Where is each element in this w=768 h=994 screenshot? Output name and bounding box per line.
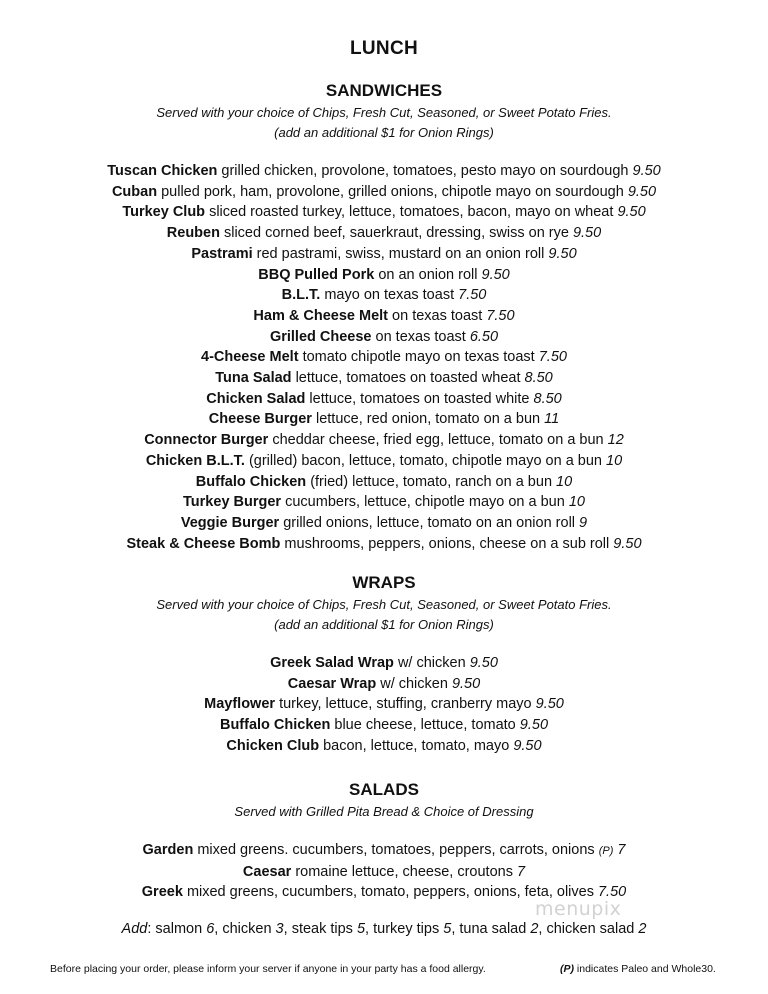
menu-item xyxy=(0,202,768,223)
item-name: Cheese Burger xyxy=(208,411,312,428)
item-description: cucumbers, lettuce, chipotle mayo on a bun xyxy=(285,494,565,511)
item-price: 9.50 xyxy=(535,696,564,713)
item-name: B.L.T. xyxy=(281,287,321,304)
paleo-tag: (P) xyxy=(560,963,574,975)
menu-item xyxy=(0,368,768,389)
menu-item xyxy=(0,694,768,715)
item-name: Caesar Wrap xyxy=(287,675,377,692)
sandwiches-heading: SANDWICHES xyxy=(325,81,443,100)
item-name: Greek Salad Wrap xyxy=(270,655,394,671)
add-on-price: 5 xyxy=(356,921,366,938)
item-description: w/ chicken xyxy=(397,655,466,671)
salads-section xyxy=(0,778,768,939)
item-description: on an onion roll xyxy=(378,266,478,283)
item-name: Chicken Club xyxy=(226,737,320,754)
item-description: (grilled) bacon, lettuce, tomato, chipotle mayo on a bun xyxy=(248,452,602,469)
item-description: turkey, lettuce, stuffing, cranberry mayo xyxy=(279,696,532,713)
menu-item xyxy=(0,389,768,410)
item-price: 9.50 xyxy=(613,535,642,552)
watermark-logo: menupix xyxy=(535,898,622,920)
item-price: 10 xyxy=(568,494,585,511)
item-price: 9.50 xyxy=(617,204,646,221)
item-name: Cuban xyxy=(111,183,158,200)
wraps-section xyxy=(0,571,768,757)
item-name: Mayflower xyxy=(204,696,276,713)
item-price: 9 xyxy=(579,514,588,531)
add-ons-line: Add: salmon 6, chicken 3, steak tips 5, turkey tips 5, tuna salad 2, chicken salad 2 xyxy=(121,921,647,938)
add-on-price: 2 xyxy=(638,921,647,938)
item-description: mayo on texas toast xyxy=(324,287,455,304)
item-name: Greek xyxy=(141,884,183,901)
item-price: 9.50 xyxy=(519,717,549,734)
item-price: 8.50 xyxy=(533,390,562,407)
item-price: 9.50 xyxy=(451,675,481,692)
item-price: 9.50 xyxy=(572,225,602,242)
item-description: lettuce, tomatoes on toasted wheat xyxy=(295,370,525,387)
item-description: on texas toast xyxy=(392,307,483,324)
menu-item xyxy=(0,513,768,534)
paleo-marker: (P) xyxy=(598,845,614,857)
item-price: 7.50 xyxy=(597,884,627,901)
menu-item xyxy=(0,244,768,265)
item-price: 7.50 xyxy=(486,307,515,324)
item-price: 7.50 xyxy=(538,349,567,366)
add-on-item: chicken salad xyxy=(546,921,635,938)
item-name: Turkey Club xyxy=(122,204,206,221)
item-price: 10 xyxy=(556,473,573,490)
item-name: Pastrami xyxy=(191,245,253,262)
menu-item xyxy=(0,327,768,348)
item-name: Chicken Salad xyxy=(206,390,306,407)
menu-item xyxy=(0,882,768,903)
item-name: Garden xyxy=(142,842,194,858)
add-on-price: 6 xyxy=(206,921,215,938)
item-name: 4-Cheese Melt xyxy=(201,349,299,366)
item-price: 7 xyxy=(617,842,626,858)
item-price: 8.50 xyxy=(524,370,553,387)
item-description: blue cheese, lettuce, tomato xyxy=(334,717,516,734)
menu-item xyxy=(0,472,768,493)
item-price: 7 xyxy=(516,863,526,880)
paleo-text: indicates Paleo and Whole30. xyxy=(576,963,716,975)
menu-item xyxy=(0,534,768,555)
wraps-list xyxy=(0,653,768,757)
item-price: 9.50 xyxy=(627,183,657,200)
wraps-heading: WRAPS xyxy=(352,573,416,592)
sandwiches-section xyxy=(0,79,768,554)
salads-list xyxy=(0,840,768,903)
item-price: 9.50 xyxy=(548,245,577,262)
menu-item xyxy=(0,182,768,203)
add-ons-label: Add xyxy=(121,921,148,938)
item-description: w/ chicken xyxy=(380,675,448,692)
add-on-item: tuna salad xyxy=(459,921,527,938)
item-price: 9.50 xyxy=(469,655,498,671)
add-on-price: 3 xyxy=(275,921,284,938)
item-description: pulled pork, ham, provolone, grilled onions, chipotle mayo on sourdough xyxy=(161,183,624,200)
menu-item xyxy=(0,840,768,862)
salads-heading: SALADS xyxy=(349,780,419,799)
menu-item xyxy=(0,265,768,286)
item-name: Buffalo Chicken xyxy=(195,473,307,490)
menu-item xyxy=(0,223,768,244)
item-name: Buffalo Chicken xyxy=(219,717,331,734)
page-title: LUNCH xyxy=(350,38,418,59)
menu-item xyxy=(0,653,768,674)
item-name: Connector Burger xyxy=(144,432,269,449)
item-price: 9.50 xyxy=(481,266,510,283)
item-description: mixed greens, cucumbers, tomato, peppers, onions, feta, olives xyxy=(186,884,594,901)
menu-item xyxy=(0,736,768,757)
item-description: mushrooms, peppers, onions, cheese on a sub roll xyxy=(284,535,610,552)
item-description: tomato chipotle mayo on texas toast xyxy=(302,349,535,366)
sandwiches-sides-note: Served with your choice of Chips, Fresh Cut, Seasoned, or Sweet Potato Fries. xyxy=(156,105,612,120)
item-name: Chicken B.L.T. xyxy=(145,452,245,469)
item-name: Reuben xyxy=(166,225,220,242)
menu-item xyxy=(0,451,768,472)
menu-item xyxy=(0,347,768,368)
allergy-notice: Before placing your order, please inform your server if anyone in your party has a food allergy. xyxy=(50,963,486,975)
item-name: Veggie Burger xyxy=(180,514,280,531)
wraps-onion-rings-note: (add an additional $1 for Onion Rings) xyxy=(274,617,494,632)
item-price: 7.50 xyxy=(458,287,487,304)
menu-item xyxy=(0,715,768,736)
item-description: red pastrami, swiss, mustard on an onion roll xyxy=(256,245,545,262)
item-name: Caesar xyxy=(242,863,292,880)
item-description: (fried) lettuce, tomato, ranch on a bun xyxy=(310,473,553,490)
item-description: on texas toast xyxy=(375,328,466,345)
add-on-price: 5 xyxy=(443,921,452,938)
item-name: Tuna Salad xyxy=(215,370,292,387)
wraps-sides-note: Served with your choice of Chips, Fresh Cut, Seasoned, or Sweet Potato Fries. xyxy=(156,597,612,612)
menu-item xyxy=(0,492,768,513)
sandwiches-onion-rings-note: (add an additional $1 for Onion Rings) xyxy=(274,125,494,140)
item-description: grilled chicken, provolone, tomatoes, pesto mayo on sourdough xyxy=(221,163,629,179)
item-price: 11 xyxy=(544,411,560,428)
add-on-item: salmon xyxy=(155,921,203,938)
menu-item xyxy=(0,409,768,430)
item-description: lettuce, tomatoes on toasted white xyxy=(309,390,530,407)
sandwiches-list xyxy=(0,161,768,554)
item-description: grilled onions, lettuce, tomato on an onion roll xyxy=(283,514,576,531)
item-description: bacon, lettuce, tomato, mayo xyxy=(323,737,510,754)
paleo-legend xyxy=(560,963,716,975)
item-description: sliced roasted turkey, lettuce, tomatoes, bacon, mayo on wheat xyxy=(209,204,614,221)
item-price: 12 xyxy=(607,432,624,449)
add-on-item: turkey tips xyxy=(373,921,440,938)
add-on-price: 2 xyxy=(530,921,539,938)
item-description: romaine lettuce, cheese, croutons xyxy=(295,863,513,880)
item-description: cheddar cheese, fried egg, lettuce, tomato on a bun xyxy=(272,432,604,449)
item-name: Steak & Cheese Bomb xyxy=(126,535,281,552)
item-description: mixed greens. cucumbers, tomatoes, peppers, carrots, onions xyxy=(197,842,595,858)
item-name: Tuscan Chicken xyxy=(107,163,218,179)
item-description: lettuce, red onion, tomato on a bun xyxy=(315,411,541,428)
item-price: 9.50 xyxy=(632,163,661,179)
menu-item xyxy=(0,430,768,451)
item-price: 10 xyxy=(606,452,623,469)
add-on-item: chicken xyxy=(222,921,272,938)
menu-item xyxy=(0,285,768,306)
add-on-item: steak tips xyxy=(291,921,353,938)
item-name: Ham & Cheese Melt xyxy=(253,307,388,324)
item-name: BBQ Pulled Pork xyxy=(258,266,375,283)
item-name: Grilled Cheese xyxy=(269,328,372,345)
menu-item xyxy=(0,674,768,695)
item-price: 9.50 xyxy=(513,737,542,754)
menu-item xyxy=(0,306,768,327)
menu-item xyxy=(0,161,768,182)
item-description: sliced corned beef, sauerkraut, dressing, swiss on rye xyxy=(223,225,569,242)
menu-item xyxy=(0,862,768,883)
salads-note: Served with Grilled Pita Bread & Choice of Dressing xyxy=(234,804,534,819)
item-name: Turkey Burger xyxy=(183,494,282,511)
item-price: 6.50 xyxy=(469,328,499,345)
